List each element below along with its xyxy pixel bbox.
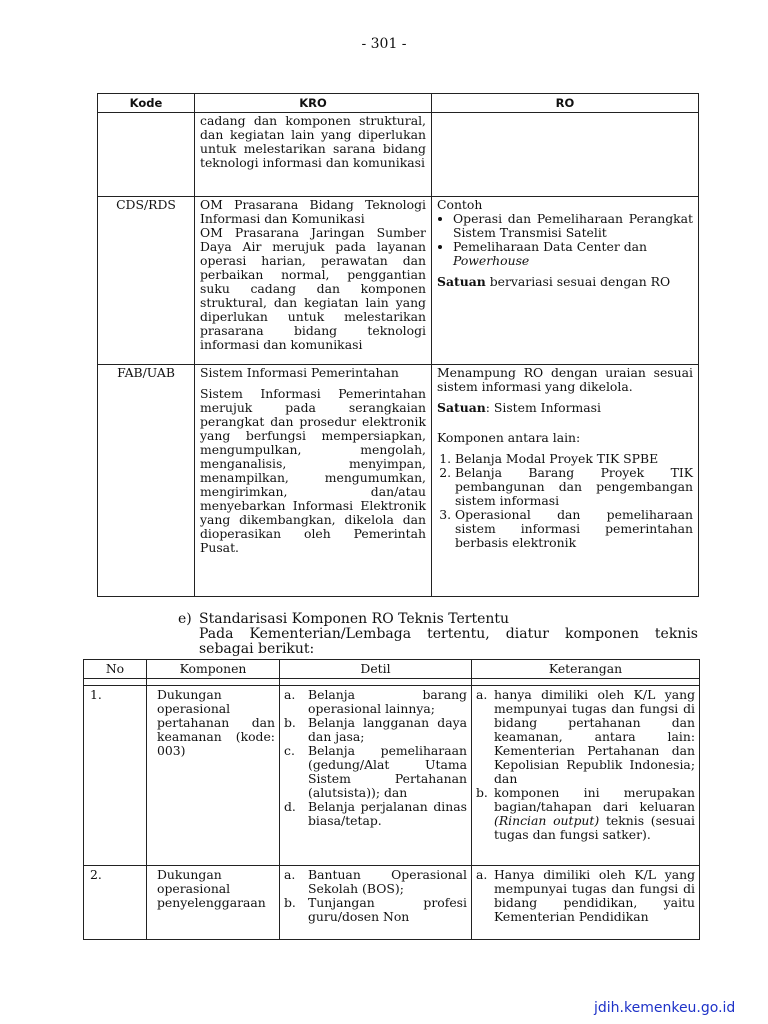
table-row: [84, 686, 700, 866]
cell-detil: [280, 686, 472, 866]
cell-kro: [195, 365, 432, 597]
table-row: [84, 866, 700, 940]
page-number: - 301 -: [361, 36, 407, 52]
cell-komponen: Dukungan operasional pertahanan dan keamanan (kode: 003): [147, 686, 280, 866]
kro-description: OM Prasarana Jaringan Sumber Daya Air merujuk pada layanan operasi harian, perawatan dan perbaikan normal, penggantian suku cadang dan komponen struktural, dan kegiatan lain yang diperlukan untuk melestarikan prasarana bidang teknologi informasi dan komunikasi: [200, 225, 426, 352]
ro-komponen-label: Komponen antara lain:: [437, 430, 581, 445]
cell-kode: FAB/UAB: [98, 365, 195, 597]
header-kro: KRO: [195, 94, 432, 113]
kro-title: Sistem Informasi Pemerintahan: [200, 365, 399, 380]
detil-item: b. Belanja langganan daya dan jasa;: [284, 715, 467, 744]
list-item: 1. Belanja Modal Proyek TIK SPBE: [455, 452, 693, 466]
header-kode: Kode: [98, 94, 195, 113]
ro-komponen-list: [437, 452, 693, 550]
komponen-teknis-table: [83, 659, 700, 940]
cell-keterangan: [472, 866, 700, 940]
cell-kode: [98, 113, 195, 197]
list-item: 3. Operasional dan pemeliharaan sistem informasi pemerintahan berbasis elektronik: [455, 508, 693, 550]
table-row: [98, 197, 699, 365]
table-row: [98, 113, 699, 197]
cell-kode: CDS/RDS: [98, 197, 195, 365]
cell-no: 2.: [84, 866, 147, 940]
section-body: Pada Kementerian/Lembaga tertentu, diatur komponen teknis sebagai berikut:: [199, 626, 698, 657]
keterangan-item: a. Hanya dimiliki oleh K/L yang mempunyai tugas dan fungsi di bidang pendidikan, yaitu Kementerian Pendidikan: [476, 867, 695, 924]
cell-ro: [432, 113, 699, 197]
detil-item: c. Belanja pemeliharaan (gedung/Alat Utama Sistem Pertahanan (alutsista)); dan: [284, 743, 467, 800]
keterangan-item: b. komponen ini merupakan bagian/tahapan dari keluaran (Rincian output) teknis (sesuai tugas dan fungsi satker).: [476, 785, 695, 842]
section-marker: e): [178, 611, 192, 627]
list-item: • Pemeliharaan Data Center dan Powerhouse: [453, 240, 693, 268]
cell-kro: cadang dan komponen struktural, dan kegiatan lain yang diperlukan untuk melestarikan sarana bidang teknologi informasi dan komunikasi: [195, 113, 432, 197]
keterangan-item: a. hanya dimiliki oleh K/L yang mempunyai tugas dan fungsi di bidang pertahanan dan keamanan, antara lain: Kementerian Pertahanan dan Kepolisian Republik Indonesia; dan: [476, 687, 695, 786]
header-keterangan: Keterangan: [472, 660, 700, 679]
header-detil: Detil: [280, 660, 472, 679]
detil-item: b. Tunjangan profesi guru/dosen Non: [284, 895, 467, 924]
table-header-row: [98, 94, 699, 113]
ro-intro: Menampung RO dengan uraian sesuai sistem informasi yang dikelola.: [437, 365, 693, 394]
footer-link[interactable]: jdih.kemenkeu.go.id: [594, 1000, 736, 1016]
detil-item: d. Belanja perjalanan dinas biasa/tetap.: [284, 799, 467, 828]
header-ro: RO: [432, 94, 699, 113]
header-no: No: [84, 660, 147, 679]
section-title: Standarisasi Komponen RO Teknis Tertentu: [199, 611, 510, 627]
cell-ro: [432, 197, 699, 365]
cell-keterangan: [472, 686, 700, 866]
ro-example-list: [437, 212, 693, 268]
cell-detil: [280, 866, 472, 940]
ro-satuan: Satuan bervariasi sesuai dengan RO: [437, 274, 671, 289]
kro-title: OM Prasarana Bidang Teknologi Informasi dan Komunikasi: [200, 197, 426, 226]
table-header-row: [84, 660, 700, 679]
section-e: [178, 612, 698, 657]
cell-komponen: Dukungan operasional penyelenggaraan: [147, 866, 280, 940]
table-row: [98, 365, 699, 597]
detil-item: a. Belanja barang operasional lainnya;: [284, 687, 467, 716]
header-komponen: Komponen: [147, 660, 280, 679]
kro-description: Sistem Informasi Pemerintahan merujuk pada serangkaian perangkat dan prosedur elektronik yang berfungsi mempersiapkan, mengumpulkan, mengolah, menganalisis, menyimpan, menampilkan, mengumumkan, mengirimkan, dan/atau menyebarkan Informasi Elektronik yang dikembangkan, dikelola dan dioperasikan oleh Pemerintah Pusat.: [200, 386, 426, 555]
cell-kro: [195, 197, 432, 365]
cell-no: 1.: [84, 686, 147, 866]
cell-ro: [432, 365, 699, 597]
list-item: • Operasi dan Pemeliharaan Perangkat Sistem Transmisi Satelit: [453, 212, 693, 240]
ro-satuan: Satuan: Sistem Informasi: [437, 400, 601, 415]
detil-item: a. Bantuan Operasional Sekolah (BOS);: [284, 867, 467, 896]
list-item: 2. Belanja Barang Proyek TIK pembangunan dan pengembangan sistem informasi: [455, 466, 693, 508]
kro-ro-table: [97, 93, 699, 597]
ro-intro: Contoh: [437, 197, 483, 212]
